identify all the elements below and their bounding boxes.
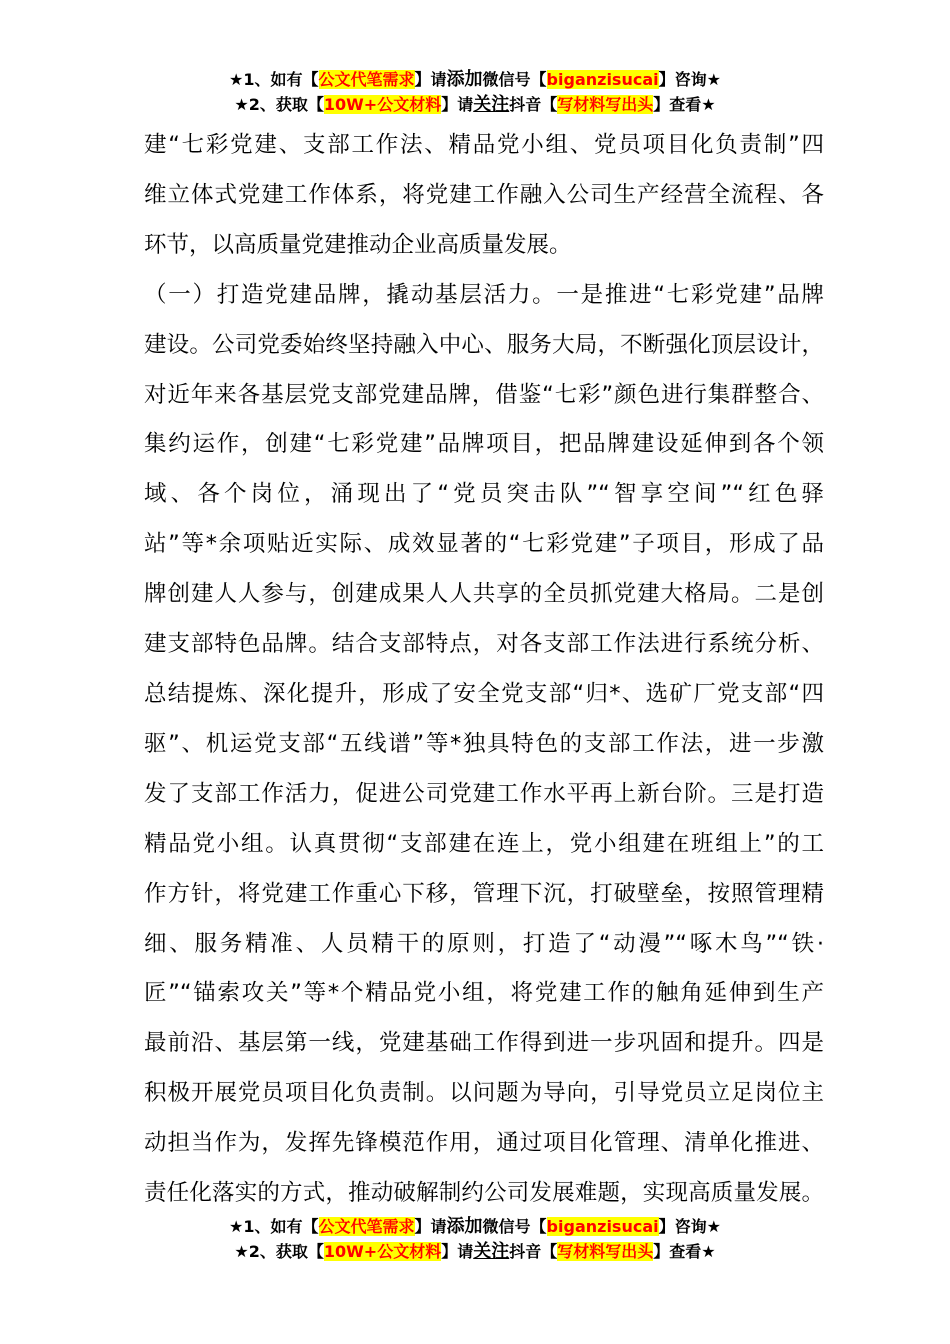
promo-text: ★1、如有【 [229,1217,319,1236]
promo-text: 】咨询★ [658,1217,721,1236]
promo-banner-bottom [0,1214,950,1264]
promo-text: 抖音【 [509,1242,558,1261]
promo-highlight: 公文代笔需求 [318,70,415,89]
body-line: 责任化落实的方式，推动破解制约公司发展难题，实现高质量发展。 [144,1180,824,1207]
promo-highlight: biganzisucai [546,70,659,89]
promo-text: 抖音【 [509,95,558,114]
body-line: 牌创建人人参与，创建成果人人共享的全员抓党建大格局。二是创 [144,581,824,608]
promo-text: 】请 [414,70,447,89]
promo-emphasis: 关注 [473,1241,510,1262]
body-line: 建支部特色品牌。结合支部特点，对各支部工作法进行系统分析、 [144,631,824,658]
promo-text: 】请 [414,1217,447,1236]
promo-line-1 [0,1214,950,1239]
body-line: 发了支部工作活力，促进公司党建工作水平再上新台阶。三是打造 [144,780,824,807]
promo-highlight: 10W+公文材料 [323,1242,442,1261]
promo-text: 微信号【 [482,70,547,89]
body-line: 建“七彩党建、支部工作法、精品党小组、党员项目化负责制”四 [144,132,824,158]
promo-text: 】请 [441,95,474,114]
promo-text: 】咨询★ [658,70,721,89]
body-line: 细、服务精准、人员精干的原则，打造了“动漫”“啄木鸟”“铁· [144,930,824,957]
body-line: 动担当作为，发挥先锋模范作用，通过项目化管理、清单化推进、 [144,1130,824,1157]
body-line: 最前沿、基层第一线，党建基础工作得到进一步巩固和提升。四是 [144,1030,824,1057]
promo-highlight: 10W+公文材料 [323,95,442,114]
promo-text: 】请 [441,1242,474,1261]
promo-line-1 [0,67,950,92]
promo-line-2 [0,92,950,117]
body-line: 集约运作，创建“七彩党建”品牌项目，把品牌建设延伸到各个领 [144,431,824,458]
promo-banner-top [0,67,950,117]
promo-text: ★2、获取【 [234,1242,324,1261]
body-line: 匠”“锚索攻关”等*个精品党小组，将党建工作的触角延伸到生产 [144,980,824,1007]
promo-text: 微信号【 [482,1217,547,1236]
document-body [144,121,824,1219]
body-line: 总结提炼、深化提升，形成了安全党支部“归*、选矿厂党支部“四 [144,680,824,707]
promo-text: 】查看★ [653,1242,716,1261]
promo-highlight: 写材料写出头 [557,1242,654,1261]
promo-emphasis: 关注 [473,94,510,115]
body-line: 环节，以高质量党建推动企业高质量发展。 [144,231,572,258]
body-line: 建设。公司党委始终坚持融入中心、服务大局，不断强化顶层设计， [144,331,824,358]
promo-line-2 [0,1239,950,1264]
promo-highlight: 公文代笔需求 [318,1217,415,1236]
promo-highlight: 写材料写出头 [557,95,654,114]
body-line: 驱”、机运党支部“五线谱”等*独具特色的支部工作法，进一步激 [144,730,824,757]
promo-text: ★1、如有【 [229,70,319,89]
body-line: 站”等*余项贴近实际、成效显著的“七彩党建”子项目，形成了品 [144,531,824,558]
body-line: （一）打造党建品牌，撬动基层活力。一是推进“七彩党建”品牌 [144,281,824,308]
body-line: 对近年来各基层党支部党建品牌，借鉴“七彩”颜色进行集群整合、 [144,381,824,408]
promo-emphasis: 添加 [446,69,483,90]
body-line: 维立体式党建工作体系，将党建工作融入公司生产经营全流程、各 [144,181,824,208]
promo-text: 】查看★ [653,95,716,114]
promo-text: ★2、获取【 [234,95,324,114]
promo-emphasis: 添加 [446,1216,483,1237]
body-line: 积极开展党员项目化负责制。以问题为导向，引导党员立足岗位主 [144,1080,824,1107]
body-line: 作方针，将党建工作重心下移，管理下沉，打破壁垒，按照管理精 [144,880,824,907]
body-line: 域、各个岗位，涌现出了“党员突击队”“智享空间”“红色驿 [144,481,824,508]
body-line: 精品党小组。认真贯彻“支部建在连上，党小组建在班组上”的工 [144,830,824,857]
promo-highlight: biganzisucai [546,1217,659,1236]
